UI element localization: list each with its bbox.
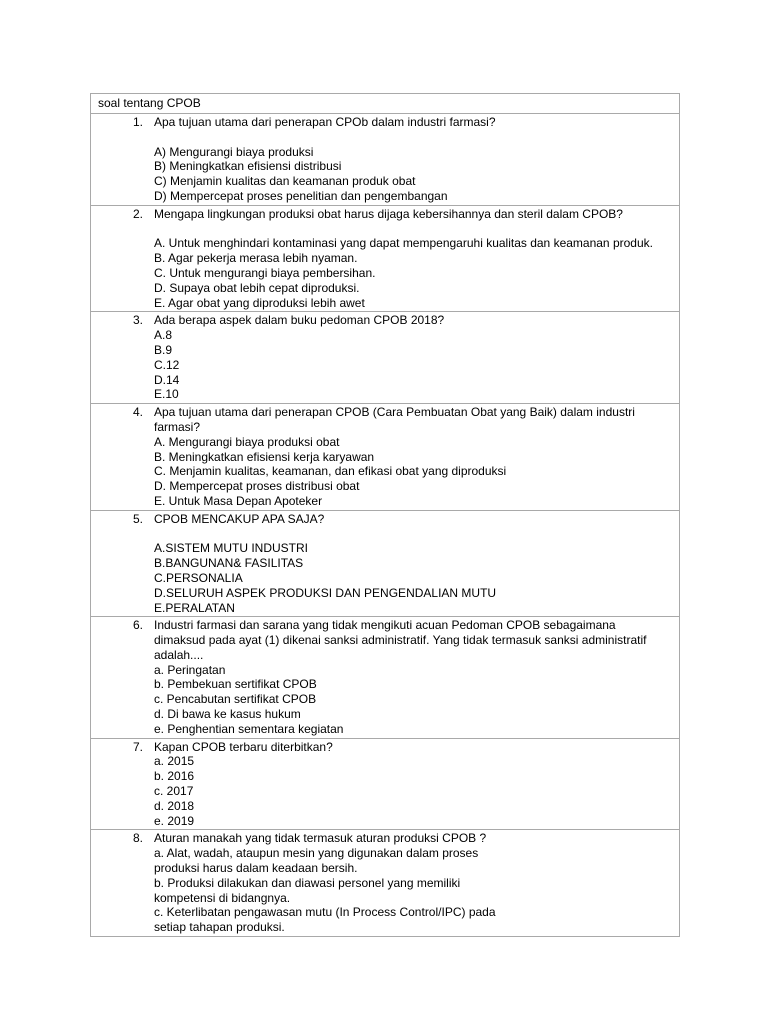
question-body: [143, 617, 679, 737]
question-row: [91, 206, 679, 313]
question-text: Apa tujuan utama dari penerapan CPOb dalam industri farmasi?: [154, 115, 496, 129]
question-line: A.8: [154, 328, 173, 343]
question-line: C.PERSONALIA: [154, 570, 243, 585]
question-table: [90, 93, 680, 937]
question-body: [143, 206, 679, 312]
question-line: setiap tahapan produksi.: [154, 920, 285, 935]
question-line: B. Agar pekerja merasa lebih nyaman.: [154, 251, 358, 266]
question-line: D.14: [154, 372, 180, 387]
question-line: produksi harus dalam keadaan bersih.: [154, 861, 358, 876]
question-line: c. Pencabutan sertifikat CPOB: [154, 692, 317, 707]
question-text: Kapan CPOB terbaru diterbitkan?: [154, 739, 333, 754]
question-line: dimaksud pada ayat (1) dikenai sanksi administratif. Yang tidak termasuk sanksi administratif: [154, 633, 647, 648]
question-line: a. Alat, wadah, ataupun mesin yang digunakan dalam proses: [154, 846, 479, 861]
question-line: adalah....: [154, 647, 204, 662]
question-line: B. Meningkatkan efisiensi kerja karyawan: [154, 449, 375, 464]
question-line: A. Mengurangi biaya produksi obat: [154, 434, 340, 449]
question-line: E. Untuk Masa Depan Apoteker: [154, 493, 323, 508]
question-row: [91, 739, 679, 831]
question-text: Aturan manakah yang tidak termasuk aturan produksi CPOB ?: [154, 831, 487, 846]
question-line: b. Produksi dilakukan dan diawasi personel yang memiliki: [154, 875, 461, 890]
question-line: kompetensi di bidangnya.: [154, 890, 291, 905]
question-line: B.9: [154, 342, 173, 357]
question-line: A. Untuk menghindari kontaminasi yang dapat mempengaruhi kualitas dan keamanan produk.: [154, 236, 653, 251]
question-text: Industri farmasi dan sarana yang tidak mengikuti acuan Pedoman CPOB sebagaimana: [154, 618, 616, 633]
question-line: D) Mempercepat proses penelitian dan pengembangan: [154, 188, 448, 203]
question-text: Ada berapa aspek dalam buku pedoman CPOB 2018?: [154, 313, 445, 328]
question-row: [91, 511, 679, 618]
question-line: e. Penghentian sementara kegiatan: [154, 721, 344, 736]
question-text: CPOB MENCAKUP APA SAJA?: [154, 511, 325, 526]
question-row: [91, 404, 679, 511]
question-body: [143, 830, 679, 936]
question-number: 6.: [132, 618, 143, 633]
document-title: soal tentang CPOB: [98, 96, 201, 110]
question-line: a. 2015: [154, 754, 195, 769]
table-header: [91, 94, 679, 114]
question-body: [143, 114, 679, 205]
question-body: [143, 511, 679, 617]
question-number: 1.: [132, 115, 143, 129]
question-body: [143, 312, 679, 403]
question-list: [91, 114, 679, 937]
question-line: c. 2017: [154, 784, 194, 799]
question-line: C) Menjamin kualitas dan keamanan produk obat: [154, 174, 416, 189]
question-text: Mengapa lingkungan produksi obat harus dijaga kebersihannya dan steril dalam CPOB?: [154, 206, 623, 221]
question-number: 7.: [132, 739, 143, 754]
question-line: C. Menjamin kualitas, keamanan, dan efikasi obat yang diproduksi: [154, 464, 507, 479]
question-line: A.SISTEM MUTU INDUSTRI: [154, 541, 309, 556]
blank-line: [154, 130, 679, 145]
question-row: [91, 617, 679, 738]
question-line: b. Pembekuan sertifikat CPOB: [154, 677, 317, 692]
question-line: d. 2018: [154, 798, 195, 813]
question-number: 4.: [132, 405, 143, 420]
question-number: 5.: [132, 511, 143, 526]
question-text: Apa tujuan utama dari penerapan CPOB (Cara Pembuatan Obat yang Baik) dalam industri: [154, 405, 635, 420]
question-line: E. Agar obat yang diproduksi lebih awet: [154, 295, 365, 310]
blank-line: [154, 527, 679, 542]
blank-line: [154, 222, 679, 237]
question-line: D. Mempercepat proses distribusi obat: [154, 479, 360, 494]
question-row: [91, 114, 679, 206]
question-line: c. Keterlibatan pengawasan mutu (In Process Control/IPC) pada: [154, 905, 496, 920]
question-line: b. 2016: [154, 769, 195, 784]
question-line: farmasi?: [154, 419, 201, 434]
question-line: e. 2019: [154, 813, 195, 828]
question-line: B.BANGUNAN& FASILITAS: [154, 556, 304, 571]
question-line: C.12: [154, 357, 180, 372]
question-line: D.SELURUH ASPEK PRODUKSI DAN PENGENDALIAN MUTU: [154, 585, 497, 600]
question-body: [143, 404, 679, 510]
question-line: D. Supaya obat lebih cepat diproduksi.: [154, 280, 360, 295]
question-number: 2.: [132, 206, 143, 221]
question-row: [91, 830, 679, 937]
question-line: C. Untuk mengurangi biaya pembersihan.: [154, 265, 376, 280]
question-line: a. Peringatan: [154, 662, 226, 677]
question-line: E.10: [154, 387, 179, 402]
question-line: B) Meningkatkan efisiensi distribusi: [154, 159, 342, 174]
question-line: A) Mengurangi biaya produksi: [154, 144, 314, 159]
question-number: 8.: [132, 831, 143, 846]
question-line: d. Di bawa ke kasus hukum: [154, 707, 301, 722]
question-body: [143, 739, 679, 830]
question-number: 3.: [132, 313, 143, 328]
question-row: [91, 312, 679, 404]
question-line: E.PERALATAN: [154, 600, 235, 615]
